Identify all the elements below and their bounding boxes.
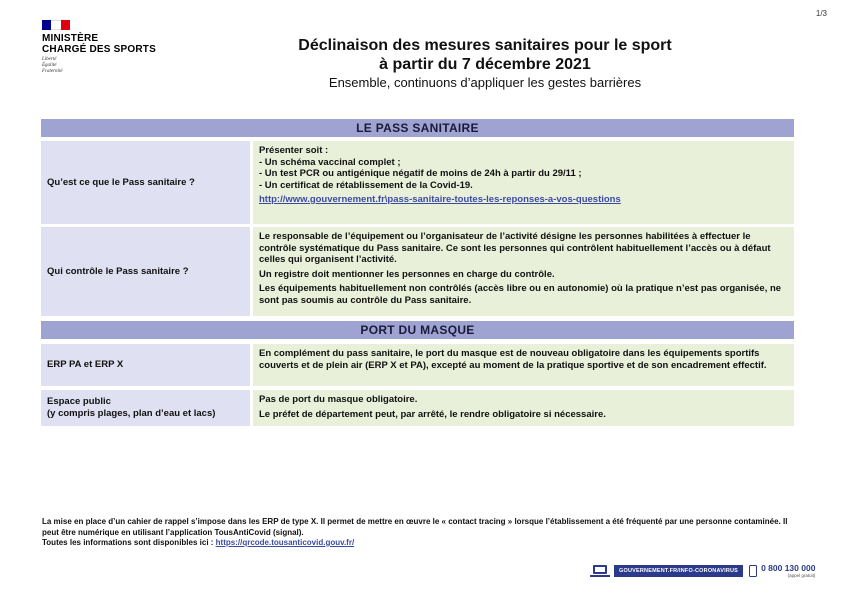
document-title-line-2: à partir du 7 décembre 2021 bbox=[379, 56, 591, 73]
document-subtitle: Ensemble, continuons d’appliquer les gestes barrières bbox=[328, 75, 642, 90]
answer-item: - Un certificat de rétablissement de la Covid-19. bbox=[259, 179, 473, 191]
motto-egalite: Égalité bbox=[42, 63, 57, 68]
section-header-port-du-masque: PORT DU MASQUE bbox=[41, 321, 794, 339]
ministry-name-line-1: MINISTÈRE bbox=[42, 33, 99, 44]
tousanticovid-link[interactable]: https://qrcode.tousanticovid.gouv.fr/ bbox=[215, 538, 355, 547]
table-row-pass-control bbox=[41, 227, 794, 316]
question-text: Qui contrôle le Pass sanitaire ? bbox=[47, 265, 189, 277]
footer-contact-bar bbox=[590, 563, 815, 579]
answer-cell bbox=[253, 227, 794, 316]
table-row-pass-definition bbox=[41, 141, 794, 224]
answer-item: - Un schéma vaccinal complet ; bbox=[259, 156, 401, 168]
phone-block bbox=[761, 564, 815, 578]
pass-sanitaire-info-link[interactable]: http://www.gouvernement.fr\pass-sanitaire-toutes-les-reponses-a-vos-questions bbox=[259, 194, 621, 205]
question-cell bbox=[41, 141, 250, 224]
question-text bbox=[47, 396, 215, 420]
question-cell bbox=[41, 390, 250, 426]
table-row-erp bbox=[41, 344, 794, 386]
republic-motto bbox=[42, 57, 182, 75]
question-text: ERP PA et ERP X bbox=[47, 359, 124, 370]
ministry-name-line-2: CHARGÉ DES SPORTS bbox=[42, 44, 156, 55]
ministry-logo bbox=[42, 20, 182, 75]
answer-paragraph: Un registre doit mentionner les personnes en charge du contrôle. bbox=[259, 268, 555, 280]
answer-intro: Présenter soit : bbox=[259, 145, 329, 156]
answer-paragraph: Le préfet de département peut, par arrêté, le rendre obligatoire si nécessaire. bbox=[259, 408, 606, 420]
question-text: Qu’est ce que le Pass sanitaire ? bbox=[47, 176, 195, 188]
answer-cell bbox=[253, 344, 794, 386]
question-cell bbox=[41, 344, 250, 386]
footer-info-label: Toutes les informations sont disponibles ici : bbox=[42, 538, 216, 547]
french-flag-icon bbox=[42, 20, 70, 30]
footer-info-line bbox=[42, 538, 802, 549]
section-header-pass-sanitaire: LE PASS SANITAIRE bbox=[41, 119, 794, 137]
answer-paragraph: Le responsable de l’équipement ou l’organisateur de l’activité désigne les personnes habilitées à effectuer le contrôle systématique du Pass sanitaire. Ce sont les personnes qui contrôlent habituellement l’accès ou à défaut celles qui organisent l’activité. bbox=[259, 231, 771, 265]
motto-fraternite: Fraternité bbox=[42, 69, 63, 74]
gov-info-url[interactable]: GOUVERNEMENT.FR/INFO-CORONAVIRUS bbox=[614, 565, 743, 577]
question-line: (y compris plages, plan d’eau et lacs) bbox=[47, 408, 216, 419]
answer-cell bbox=[253, 141, 794, 224]
question-line: Espace public bbox=[47, 396, 111, 407]
answer-paragraph: Les équipements habituellement non contrôlés (accès libre ou en autonomie) où la pratique n’est pas organisée, ne sont pas soumis au contrôle du Pass sanitaire. bbox=[259, 283, 782, 306]
document-title-block bbox=[220, 36, 750, 92]
answer-paragraph: Pas de port du masque obligatoire. bbox=[259, 394, 418, 405]
phone-icon bbox=[749, 565, 757, 577]
phone-note: (appel gratuit) bbox=[787, 573, 816, 578]
answer-cell bbox=[253, 390, 794, 426]
page-number: 1/3 bbox=[815, 9, 827, 18]
motto-liberte: Liberté bbox=[42, 57, 57, 62]
answer-paragraph: En complément du pass sanitaire, le port du masque est de nouveau obligatoire dans les équipements sportifs couverts et de plein air (ERP X et PA), excepté au moment de la pratique sportive et de son encadrement effectif. bbox=[259, 348, 767, 371]
question-cell bbox=[41, 227, 250, 316]
footer-note bbox=[42, 517, 802, 549]
table-row-espace-public bbox=[41, 390, 794, 426]
answer-item: - Un test PCR ou antigénique négatif de moins de 24h à partir du 29/11 ; bbox=[259, 168, 582, 179]
phone-number[interactable]: 0 800 130 000 bbox=[761, 563, 816, 573]
document-title-line-1: Déclinaison des mesures sanitaires pour le sport bbox=[298, 37, 672, 54]
laptop-icon bbox=[590, 564, 610, 578]
footer-note-paragraph: La mise en place d’un cahier de rappel s’impose dans les ERP de type X. Il permet de mettre en œuvre le « contact tracing » lorsque l’établissement a été fréquenté par une personne contaminée. Il peut être numérique en utilisant l’application TousAntiCovid (signal). bbox=[42, 517, 788, 537]
